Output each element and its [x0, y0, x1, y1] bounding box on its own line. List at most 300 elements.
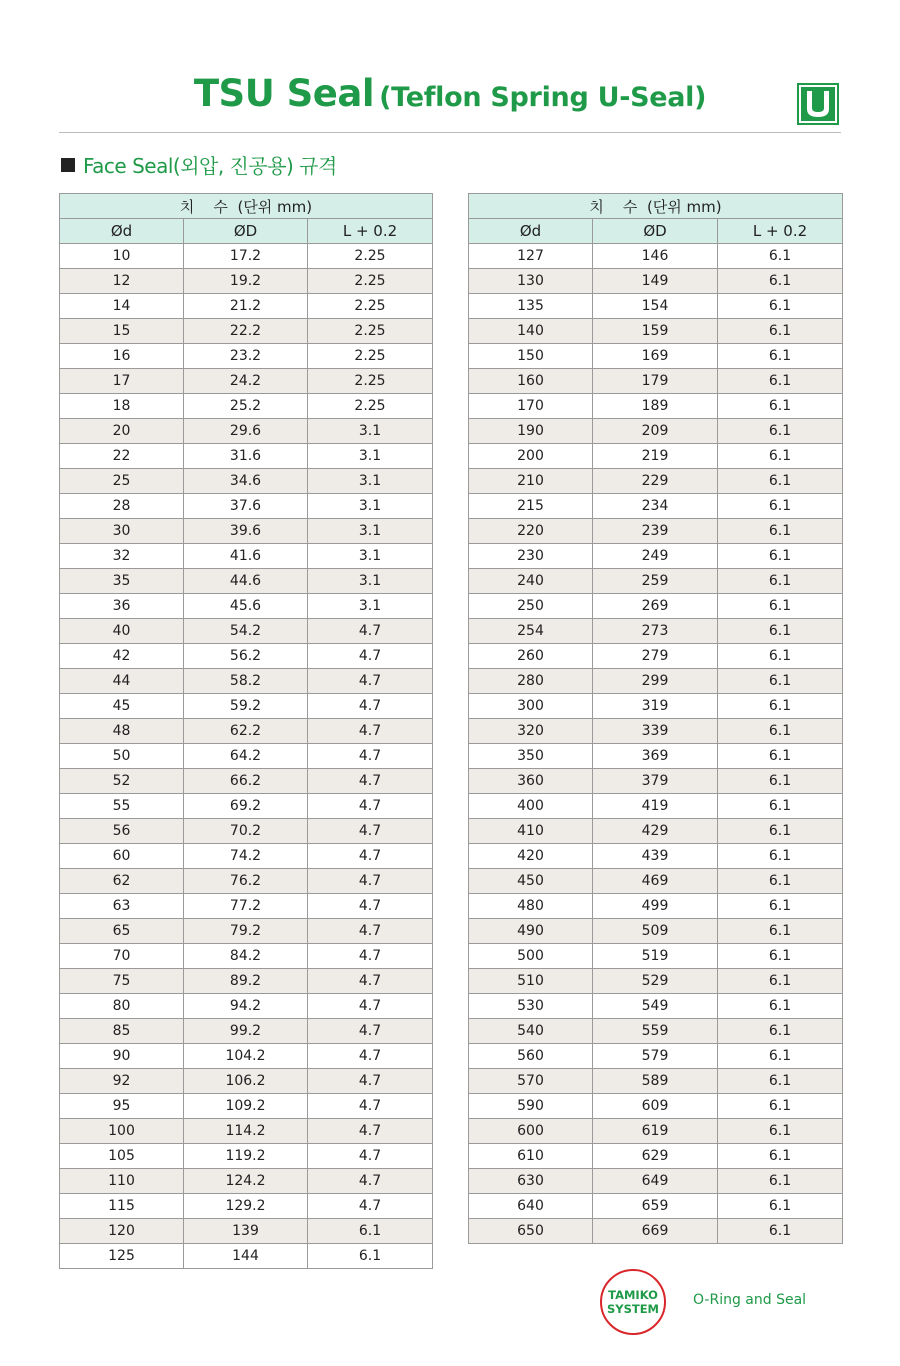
cell-outer-diameter: 189	[593, 394, 718, 419]
cell-length: 6.1	[718, 1144, 843, 1169]
cell-length: 2.25	[308, 294, 433, 319]
cell-outer-diameter: 79.2	[184, 919, 308, 944]
cell-outer-diameter: 519	[593, 944, 718, 969]
table-row	[60, 819, 433, 844]
table-row	[469, 369, 843, 394]
cell-outer-diameter: 66.2	[184, 769, 308, 794]
cell-length: 6.1	[718, 1094, 843, 1119]
cell-length: 2.25	[308, 319, 433, 344]
cell-inner-diameter: 32	[60, 544, 184, 569]
cell-length: 3.1	[308, 544, 433, 569]
cell-length: 4.7	[308, 1094, 433, 1119]
cell-outer-diameter: 619	[593, 1119, 718, 1144]
table-row	[60, 419, 433, 444]
cell-inner-diameter: 45	[60, 694, 184, 719]
cell-inner-diameter: 190	[469, 419, 593, 444]
cell-outer-diameter: 34.6	[184, 469, 308, 494]
cell-outer-diameter: 589	[593, 1069, 718, 1094]
cell-inner-diameter: 350	[469, 744, 593, 769]
cell-outer-diameter: 19.2	[184, 269, 308, 294]
cell-length: 6.1	[718, 844, 843, 869]
cell-inner-diameter: 254	[469, 619, 593, 644]
cell-inner-diameter: 105	[60, 1144, 184, 1169]
table-row	[60, 919, 433, 944]
cell-inner-diameter: 62	[60, 869, 184, 894]
cell-length: 6.1	[718, 644, 843, 669]
cell-outer-diameter: 99.2	[184, 1019, 308, 1044]
table-row	[469, 519, 843, 544]
cell-inner-diameter: 70	[60, 944, 184, 969]
tamiko-system-logo	[600, 1269, 666, 1335]
table-row	[60, 719, 433, 744]
cell-inner-diameter: 210	[469, 469, 593, 494]
title-subtitle: (Teflon Spring U-Seal)	[379, 82, 707, 113]
cell-length: 6.1	[718, 969, 843, 994]
cell-outer-diameter: 17.2	[184, 244, 308, 269]
cell-length: 6.1	[718, 994, 843, 1019]
table-row	[60, 1119, 433, 1144]
cell-inner-diameter: 40	[60, 619, 184, 644]
cell-outer-diameter: 94.2	[184, 994, 308, 1019]
cell-outer-diameter: 234	[593, 494, 718, 519]
table-row	[60, 344, 433, 369]
spec-table-right	[468, 193, 843, 1244]
cell-inner-diameter: 530	[469, 994, 593, 1019]
cell-length: 4.7	[308, 644, 433, 669]
table-row	[60, 894, 433, 919]
cell-length: 2.25	[308, 269, 433, 294]
cell-inner-diameter: 490	[469, 919, 593, 944]
cell-length: 6.1	[718, 719, 843, 744]
table-row	[60, 869, 433, 894]
cell-inner-diameter: 36	[60, 594, 184, 619]
cell-inner-diameter: 260	[469, 644, 593, 669]
cell-outer-diameter: 77.2	[184, 894, 308, 919]
spec-table-left	[59, 193, 433, 1269]
square-bullet-icon	[61, 158, 75, 172]
section-heading	[61, 150, 337, 179]
header-divider	[59, 132, 841, 133]
table-row	[469, 1144, 843, 1169]
table-row	[469, 419, 843, 444]
cell-outer-diameter: 209	[593, 419, 718, 444]
cell-length: 4.7	[308, 819, 433, 844]
cell-outer-diameter: 649	[593, 1169, 718, 1194]
table-row	[469, 1194, 843, 1219]
cell-outer-diameter: 24.2	[184, 369, 308, 394]
cell-length: 4.7	[308, 1144, 433, 1169]
cell-outer-diameter: 109.2	[184, 1094, 308, 1119]
cell-inner-diameter: 15	[60, 319, 184, 344]
table-row	[60, 444, 433, 469]
cell-outer-diameter: 629	[593, 1144, 718, 1169]
table-row	[469, 1069, 843, 1094]
cell-outer-diameter: 69.2	[184, 794, 308, 819]
column-header-inner-diameter: Ød	[60, 219, 184, 244]
cell-length: 6.1	[718, 1069, 843, 1094]
cell-length: 4.7	[308, 1169, 433, 1194]
cell-inner-diameter: 52	[60, 769, 184, 794]
cell-inner-diameter: 30	[60, 519, 184, 544]
table-row	[469, 969, 843, 994]
cell-inner-diameter: 44	[60, 669, 184, 694]
cell-length: 4.7	[308, 994, 433, 1019]
cell-inner-diameter: 10	[60, 244, 184, 269]
cell-length: 6.1	[718, 1169, 843, 1194]
cell-length: 6.1	[718, 394, 843, 419]
cell-outer-diameter: 37.6	[184, 494, 308, 519]
table-row	[469, 644, 843, 669]
cell-inner-diameter: 56	[60, 819, 184, 844]
cell-length: 6.1	[718, 594, 843, 619]
table-row	[60, 1244, 433, 1269]
table-row	[60, 1219, 433, 1244]
cell-length: 2.25	[308, 344, 433, 369]
cell-length: 2.25	[308, 244, 433, 269]
cell-outer-diameter: 273	[593, 619, 718, 644]
cell-length: 4.7	[308, 694, 433, 719]
column-header-length: L + 0.2	[718, 219, 843, 244]
u-seal-icon	[797, 83, 839, 125]
cell-length: 3.1	[308, 569, 433, 594]
logo-line2: SYSTEM	[606, 1302, 660, 1316]
cell-inner-diameter: 250	[469, 594, 593, 619]
cell-outer-diameter: 76.2	[184, 869, 308, 894]
table-row	[60, 619, 433, 644]
cell-outer-diameter: 369	[593, 744, 718, 769]
table-row	[60, 644, 433, 669]
cell-length: 3.1	[308, 594, 433, 619]
cell-inner-diameter: 400	[469, 794, 593, 819]
cell-inner-diameter: 420	[469, 844, 593, 869]
cell-outer-diameter: 129.2	[184, 1194, 308, 1219]
cell-length: 4.7	[308, 719, 433, 744]
cell-outer-diameter: 419	[593, 794, 718, 819]
cell-outer-diameter: 45.6	[184, 594, 308, 619]
table-row	[60, 544, 433, 569]
cell-outer-diameter: 509	[593, 919, 718, 944]
cell-inner-diameter: 170	[469, 394, 593, 419]
cell-inner-diameter: 20	[60, 419, 184, 444]
footer-tagline: O-Ring and Seal	[693, 1292, 807, 1308]
cell-inner-diameter: 320	[469, 719, 593, 744]
cell-length: 4.7	[308, 1069, 433, 1094]
table-row	[60, 494, 433, 519]
cell-length: 6.1	[718, 294, 843, 319]
cell-inner-diameter: 95	[60, 1094, 184, 1119]
cell-outer-diameter: 22.2	[184, 319, 308, 344]
cell-length: 6.1	[718, 894, 843, 919]
cell-outer-diameter: 669	[593, 1219, 718, 1244]
table-row	[60, 319, 433, 344]
table-row	[60, 744, 433, 769]
table-row	[60, 394, 433, 419]
group-header: 치 수 (단위 mm)	[60, 194, 433, 219]
table-row	[469, 669, 843, 694]
cell-inner-diameter: 12	[60, 269, 184, 294]
title-main: TSU Seal	[193, 72, 375, 115]
cell-length: 6.1	[718, 944, 843, 969]
cell-outer-diameter: 169	[593, 344, 718, 369]
table-row	[60, 269, 433, 294]
cell-length: 4.7	[308, 794, 433, 819]
cell-outer-diameter: 41.6	[184, 544, 308, 569]
table-row	[469, 719, 843, 744]
table-row	[469, 994, 843, 1019]
cell-outer-diameter: 25.2	[184, 394, 308, 419]
cell-length: 3.1	[308, 444, 433, 469]
table-row	[469, 569, 843, 594]
table-row	[469, 319, 843, 344]
table-row	[60, 694, 433, 719]
table-row	[469, 919, 843, 944]
cell-inner-diameter: 540	[469, 1019, 593, 1044]
table-row	[469, 294, 843, 319]
cell-length: 6.1	[718, 794, 843, 819]
cell-inner-diameter: 63	[60, 894, 184, 919]
cell-length: 6.1	[718, 1194, 843, 1219]
table-row	[469, 794, 843, 819]
cell-outer-diameter: 23.2	[184, 344, 308, 369]
cell-inner-diameter: 280	[469, 669, 593, 694]
cell-inner-diameter: 500	[469, 944, 593, 969]
table-row	[60, 1019, 433, 1044]
cell-length: 4.7	[308, 619, 433, 644]
table-row	[60, 1144, 433, 1169]
table-row	[469, 744, 843, 769]
cell-inner-diameter: 125	[60, 1244, 184, 1269]
column-header-inner-diameter: Ød	[469, 219, 593, 244]
cell-inner-diameter: 630	[469, 1169, 593, 1194]
table-row	[60, 469, 433, 494]
cell-outer-diameter: 124.2	[184, 1169, 308, 1194]
cell-inner-diameter: 100	[60, 1119, 184, 1144]
cell-length: 4.7	[308, 1119, 433, 1144]
cell-length: 6.1	[718, 1219, 843, 1244]
column-header-length: L + 0.2	[308, 219, 433, 244]
cell-inner-diameter: 360	[469, 769, 593, 794]
cell-outer-diameter: 59.2	[184, 694, 308, 719]
cell-inner-diameter: 80	[60, 994, 184, 1019]
cell-inner-diameter: 600	[469, 1119, 593, 1144]
cell-inner-diameter: 16	[60, 344, 184, 369]
table-row	[60, 369, 433, 394]
cell-length: 6.1	[718, 1044, 843, 1069]
table-row	[60, 994, 433, 1019]
table-row	[469, 769, 843, 794]
table-row	[60, 1194, 433, 1219]
table-row	[469, 1019, 843, 1044]
cell-length: 4.7	[308, 769, 433, 794]
table-row	[469, 869, 843, 894]
cell-outer-diameter: 70.2	[184, 819, 308, 844]
table-row	[469, 594, 843, 619]
cell-inner-diameter: 480	[469, 894, 593, 919]
cell-outer-diameter: 54.2	[184, 619, 308, 644]
cell-length: 3.1	[308, 519, 433, 544]
cell-inner-diameter: 220	[469, 519, 593, 544]
cell-outer-diameter: 659	[593, 1194, 718, 1219]
cell-length: 4.7	[308, 869, 433, 894]
cell-inner-diameter: 120	[60, 1219, 184, 1244]
cell-length: 4.7	[308, 894, 433, 919]
cell-outer-diameter: 64.2	[184, 744, 308, 769]
cell-outer-diameter: 106.2	[184, 1069, 308, 1094]
cell-outer-diameter: 44.6	[184, 569, 308, 594]
cell-inner-diameter: 17	[60, 369, 184, 394]
cell-length: 4.7	[308, 919, 433, 944]
table-row	[60, 1069, 433, 1094]
cell-inner-diameter: 50	[60, 744, 184, 769]
cell-outer-diameter: 146	[593, 244, 718, 269]
cell-length: 6.1	[718, 919, 843, 944]
cell-outer-diameter: 219	[593, 444, 718, 469]
table-row	[60, 1044, 433, 1069]
cell-inner-diameter: 300	[469, 694, 593, 719]
cell-length: 6.1	[718, 769, 843, 794]
cell-length: 2.25	[308, 369, 433, 394]
cell-outer-diameter: 279	[593, 644, 718, 669]
cell-length: 4.7	[308, 669, 433, 694]
cell-inner-diameter: 22	[60, 444, 184, 469]
cell-inner-diameter: 28	[60, 494, 184, 519]
cell-length: 6.1	[718, 819, 843, 844]
cell-inner-diameter: 510	[469, 969, 593, 994]
cell-inner-diameter: 60	[60, 844, 184, 869]
cell-length: 4.7	[308, 744, 433, 769]
column-header-outer-diameter: ØD	[184, 219, 308, 244]
cell-outer-diameter: 62.2	[184, 719, 308, 744]
cell-length: 4.7	[308, 1019, 433, 1044]
logo-line1: TAMIKO	[608, 1288, 658, 1302]
cell-length: 6.1	[718, 369, 843, 394]
cell-outer-diameter: 379	[593, 769, 718, 794]
table-row	[469, 544, 843, 569]
table-row	[469, 469, 843, 494]
table-row	[469, 269, 843, 294]
cell-inner-diameter: 570	[469, 1069, 593, 1094]
table-row	[469, 1094, 843, 1119]
table-row	[469, 244, 843, 269]
cell-outer-diameter: 159	[593, 319, 718, 344]
cell-inner-diameter: 42	[60, 644, 184, 669]
table-row	[469, 1044, 843, 1069]
cell-outer-diameter: 29.6	[184, 419, 308, 444]
cell-length: 6.1	[718, 1019, 843, 1044]
cell-length: 6.1	[718, 444, 843, 469]
cell-outer-diameter: 89.2	[184, 969, 308, 994]
cell-inner-diameter: 650	[469, 1219, 593, 1244]
table-row	[60, 844, 433, 869]
cell-length: 4.7	[308, 969, 433, 994]
table-row	[60, 1169, 433, 1194]
cell-inner-diameter: 48	[60, 719, 184, 744]
page-title	[0, 72, 900, 115]
cell-length: 6.1	[718, 419, 843, 444]
cell-outer-diameter: 154	[593, 294, 718, 319]
cell-outer-diameter: 609	[593, 1094, 718, 1119]
column-header-outer-diameter: ØD	[593, 219, 718, 244]
cell-outer-diameter: 439	[593, 844, 718, 869]
cell-outer-diameter: 139	[184, 1219, 308, 1244]
cell-length: 6.1	[718, 269, 843, 294]
table-row	[469, 819, 843, 844]
cell-outer-diameter: 269	[593, 594, 718, 619]
cell-outer-diameter: 84.2	[184, 944, 308, 969]
cell-outer-diameter: 579	[593, 1044, 718, 1069]
cell-inner-diameter: 25	[60, 469, 184, 494]
cell-length: 6.1	[718, 869, 843, 894]
cell-outer-diameter: 339	[593, 719, 718, 744]
cell-inner-diameter: 200	[469, 444, 593, 469]
cell-inner-diameter: 240	[469, 569, 593, 594]
cell-length: 6.1	[718, 494, 843, 519]
cell-outer-diameter: 58.2	[184, 669, 308, 694]
cell-inner-diameter: 140	[469, 319, 593, 344]
table-row	[60, 769, 433, 794]
cell-outer-diameter: 469	[593, 869, 718, 894]
table-row	[469, 844, 843, 869]
cell-length: 4.7	[308, 844, 433, 869]
table-row	[469, 894, 843, 919]
cell-inner-diameter: 450	[469, 869, 593, 894]
cell-outer-diameter: 114.2	[184, 1119, 308, 1144]
cell-outer-diameter: 559	[593, 1019, 718, 1044]
cell-length: 4.7	[308, 944, 433, 969]
cell-inner-diameter: 215	[469, 494, 593, 519]
cell-length: 6.1	[718, 544, 843, 569]
cell-inner-diameter: 160	[469, 369, 593, 394]
cell-inner-diameter: 85	[60, 1019, 184, 1044]
table-row	[60, 294, 433, 319]
cell-outer-diameter: 259	[593, 569, 718, 594]
cell-outer-diameter: 74.2	[184, 844, 308, 869]
cell-inner-diameter: 560	[469, 1044, 593, 1069]
cell-length: 6.1	[718, 1119, 843, 1144]
cell-inner-diameter: 55	[60, 794, 184, 819]
cell-outer-diameter: 144	[184, 1244, 308, 1269]
cell-inner-diameter: 135	[469, 294, 593, 319]
cell-inner-diameter: 110	[60, 1169, 184, 1194]
cell-outer-diameter: 429	[593, 819, 718, 844]
cell-outer-diameter: 104.2	[184, 1044, 308, 1069]
cell-inner-diameter: 410	[469, 819, 593, 844]
cell-inner-diameter: 75	[60, 969, 184, 994]
table-row	[60, 569, 433, 594]
cell-inner-diameter: 90	[60, 1044, 184, 1069]
cell-length: 4.7	[308, 1194, 433, 1219]
cell-inner-diameter: 65	[60, 919, 184, 944]
cell-outer-diameter: 549	[593, 994, 718, 1019]
cell-length: 6.1	[718, 569, 843, 594]
cell-inner-diameter: 92	[60, 1069, 184, 1094]
table-row	[469, 394, 843, 419]
cell-length: 6.1	[718, 244, 843, 269]
cell-inner-diameter: 640	[469, 1194, 593, 1219]
cell-length: 6.1	[718, 694, 843, 719]
cell-outer-diameter: 529	[593, 969, 718, 994]
cell-length: 6.1	[718, 469, 843, 494]
table-row	[469, 1169, 843, 1194]
cell-length: 6.1	[718, 344, 843, 369]
section-title: Face Seal(외압, 진공용) 규격	[83, 154, 337, 178]
table-row	[60, 244, 433, 269]
cell-inner-diameter: 127	[469, 244, 593, 269]
cell-outer-diameter: 239	[593, 519, 718, 544]
table-row	[60, 519, 433, 544]
cell-outer-diameter: 56.2	[184, 644, 308, 669]
cell-length: 6.1	[308, 1244, 433, 1269]
